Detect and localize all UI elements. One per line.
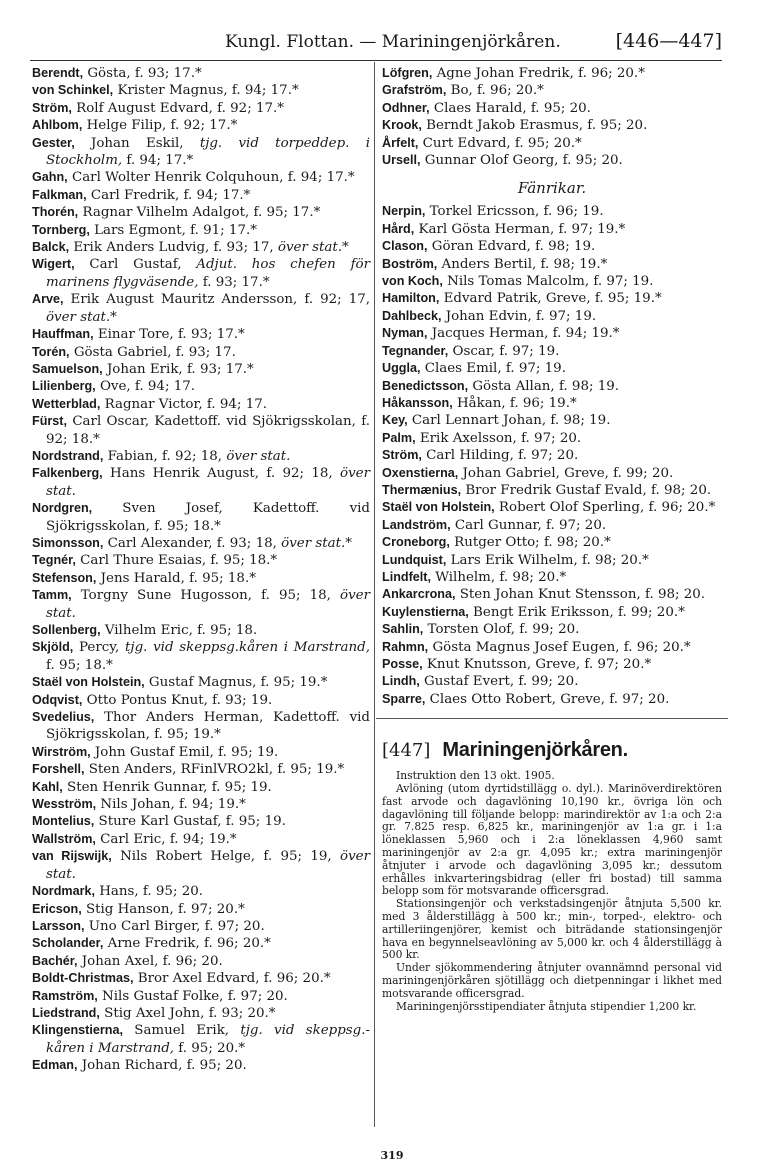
entry-details: Gösta Magnus Josef Eugen, f. 96; 20.* [428, 639, 691, 655]
paragraph-text: Mariningenjörsstipendiater åtnjuta stipendier 1,200 kr. [396, 999, 697, 1013]
entry-details: Johan Eskil, [74, 135, 200, 151]
entry-details: Wilhelm, f. 98; 20.* [430, 569, 567, 585]
entry-details: Curt Edvard, f. 95; 20.* [418, 135, 582, 151]
entry-surname: Staël von Holstein, [382, 500, 495, 515]
entry-details: Knut Knutsson, Greve, f. 97; 20.* [422, 657, 652, 672]
entry-surname: Wirström, [32, 744, 91, 759]
entry-details: Erik Anders Ludvig, f. 93; 17, [69, 240, 278, 256]
entry-details: John Gustaf Emil, f. 95; 19. [90, 744, 279, 760]
entry-note: tjg. vid skeppsg.-kåren i Marstrand, [46, 1023, 370, 1056]
entry-suffix: f. 95; 20.* [174, 1040, 246, 1056]
list-item [382, 621, 722, 638]
list-item [382, 639, 722, 656]
left-column [32, 65, 370, 1075]
list-item [382, 325, 722, 342]
entry-surname: Nordgren, [32, 501, 93, 516]
entry-details: Johan Richard, f. 95; 20. [77, 1058, 247, 1074]
entry-surname: Samuelson, [32, 361, 103, 376]
entry-surname: Hård, [382, 221, 415, 236]
list-item [382, 465, 722, 482]
entry-surname: Ramström, [32, 988, 98, 1003]
list-item [32, 1005, 370, 1022]
list-item [32, 326, 370, 343]
entry-details: Krister Magnus, f. 94; 17.* [113, 83, 299, 99]
entry-surname: Stefenson, [32, 570, 97, 585]
right-column-list [382, 65, 722, 169]
list-item [32, 953, 370, 970]
entry-surname: Tegnér, [32, 553, 76, 568]
entry-details: Ragnar Vilhelm Adalgot, f. 95; 17.* [78, 205, 321, 221]
entry-details: Lars Egmont, f. 91; 17.* [89, 222, 257, 238]
entry-details: Carl Gunnar, f. 97; 20. [450, 517, 607, 533]
entry-surname: Kuylenstierna, [382, 604, 469, 619]
list-item [32, 744, 370, 761]
entry-surname: Ericson, [32, 901, 82, 916]
section-title: Mariningenjörkåren. [442, 739, 628, 762]
entry-details: Bengt Erik Eriksson, f. 99; 20.* [468, 604, 685, 620]
entry-details: Otto Pontus Knut, f. 93; 19. [82, 692, 273, 708]
entry-details: Hans, f. 95; 20. [95, 884, 204, 900]
entry-surname: Montelius, [32, 814, 95, 829]
entry-details: Bror Fredrik Gustaf Evald, f. 98; 20. [461, 482, 712, 498]
list-item [382, 604, 722, 621]
list-item [382, 691, 722, 708]
entry-details: Ove, f. 94; 17. [95, 379, 196, 395]
entry-surname: Odqvist, [32, 692, 83, 707]
entry-details: Agne Johan Fredrik, f. 96; 20.* [432, 66, 645, 81]
entry-surname: Tegnander, [382, 343, 449, 358]
entry-details: Carl Lennart Johan, f. 98; 19. [407, 413, 611, 429]
entry-details: Jens Harald, f. 95; 18.* [96, 570, 256, 586]
section-paragraph [382, 898, 722, 962]
entry-suffix: * [345, 535, 352, 551]
entry-surname: Oxenstierna, [382, 465, 459, 480]
list-item [32, 761, 370, 778]
entry-surname: Hauffman, [32, 327, 94, 342]
entry-details: Torgny Sune Hugosson, f. 95; 18, [71, 588, 341, 604]
entry-surname: Falkenberg, [32, 466, 103, 481]
list-item [32, 344, 370, 361]
list-item [32, 970, 370, 987]
entry-surname: Nordstrand, [32, 448, 104, 463]
entry-surname: Lindh, [382, 674, 420, 689]
entry-note: tjg. vid torpeddep. i Stockholm, [46, 135, 370, 169]
list-item [382, 100, 722, 117]
list-item [32, 988, 370, 1005]
entry-details: Carl Thure Esaias, f. 95; 18.* [75, 553, 278, 569]
entry-suffix: f. 94; 17.* [122, 153, 194, 169]
entry-details: Anders Bertil, f. 98; 19.* [437, 256, 608, 272]
list-item [32, 883, 370, 900]
entry-details: Jacques Herman, f. 94; 19.* [427, 326, 620, 342]
entry-details: Rutger Otto; f. 98; 20.* [449, 535, 611, 551]
section-paragraph [382, 783, 722, 898]
list-item [382, 360, 722, 377]
entry-surname: Rahmn, [382, 639, 429, 654]
entry-surname: Wesström, [32, 797, 97, 812]
entry-details: Einar Tore, f. 93; 17.* [93, 327, 245, 343]
section-number: [447] [382, 740, 431, 762]
entry-note: över stat. [226, 448, 291, 464]
entry-surname: Svedelius, [32, 710, 95, 725]
list-item [32, 100, 370, 117]
entry-details: Fabian, f. 92; 18, [103, 448, 227, 464]
list-item [32, 831, 370, 848]
entry-surname: Sollenberg, [32, 623, 101, 637]
entry-note: över stat. [46, 309, 111, 325]
entry-note: över stat. [281, 535, 346, 551]
entry-surname: Clason, [382, 239, 428, 254]
entry-surname: Bachér, [32, 953, 78, 968]
entry-details: Gösta, f. 93; 17.* [83, 66, 202, 81]
entry-surname: Sahlin, [382, 622, 424, 637]
list-item [32, 779, 370, 796]
section-paragraph [382, 962, 722, 1000]
entry-surname: Nerpin, [382, 204, 426, 219]
list-item [382, 552, 722, 569]
entry-surname: Ankarcrona, [382, 587, 456, 602]
list-item [32, 639, 370, 674]
entry-surname: Nyman, [382, 326, 428, 341]
entry-surname: Boldt-Christmas, [32, 971, 134, 986]
entry-details: Carl Wolter Henrik Colquhoun, f. 94; 17.* [67, 170, 355, 186]
entry-surname: Klingenstierna, [32, 1023, 123, 1038]
entry-details: Carl Fredrik, f. 94; 17.* [86, 187, 251, 203]
list-item [382, 203, 722, 220]
entry-surname: Årfelt, [382, 135, 419, 150]
paragraph-lead: Avlöning [396, 782, 444, 796]
entry-details: Gunnar Olof Georg, f. 95; 20. [420, 153, 623, 169]
entry-surname: Berendt, [32, 66, 84, 80]
list-item [32, 918, 370, 935]
list-item [382, 256, 722, 273]
entry-details: Ragnar Victor, f. 94; 17. [100, 396, 268, 412]
section-body [382, 770, 722, 1013]
paragraph-text: Stationsingenjör och verkstadsingenjör åtnjuta 5,500 kr. med 3 ålderstillägg à 500 kr.; min-, torped-, elektro- och artilleriingenjörer, kemist och biträdande stationsingenjör hava en begynnelseavlöning av 5,000 kr. och 4 ålderstillägg à 500 kr. [382, 897, 722, 962]
list-item [32, 65, 370, 82]
entry-surname: Krook, [382, 118, 422, 133]
entry-surname: Håkansson, [382, 395, 453, 410]
entry-details: Erik Axelsson, f. 97; 20. [415, 430, 582, 446]
list-item [32, 187, 370, 204]
entry-details: Samuel Erik, [122, 1023, 241, 1039]
entry-details: Johan Gabriel, Greve, f. 99; 20. [458, 465, 674, 481]
entry-surname: Wigert, [32, 257, 75, 272]
entry-suffix: f. 95; 18.* [46, 657, 113, 673]
list-item [382, 586, 722, 603]
entry-surname: Wallström, [32, 831, 96, 846]
entry-surname: Arve, [32, 292, 64, 307]
entry-details: Stig Hanson, f. 97; 20.* [81, 901, 245, 917]
list-item [32, 413, 370, 448]
entry-surname: Nordmark, [32, 884, 95, 899]
list-item [382, 656, 722, 673]
entry-surname: Lundquist, [382, 552, 447, 567]
entry-surname: Ahlbom, [32, 118, 83, 133]
list-item [32, 935, 370, 952]
list-item [382, 117, 722, 134]
list-item [382, 308, 722, 325]
list-item [32, 1057, 370, 1074]
list-item [382, 569, 722, 586]
entry-surname: Staël von Holstein, [32, 675, 145, 690]
entry-details: Nils Gustaf Folke, f. 97; 20. [97, 988, 288, 1004]
entry-surname: Benedictsson, [382, 378, 469, 393]
list-item [32, 709, 370, 744]
list-item [382, 395, 722, 412]
entry-details: Sten Johan Knut Stensson, f. 98; 20. [455, 587, 706, 603]
entry-surname: Balck, [32, 240, 70, 255]
entry-details: Berndt Jakob Erasmus, f. 95; 20. [421, 118, 648, 134]
entry-surname: Larsson, [32, 918, 85, 933]
entry-note: över stat. [277, 240, 342, 256]
entry-surname: Landström, [382, 517, 451, 532]
entry-surname: Boström, [382, 256, 438, 271]
list-item [382, 290, 722, 307]
entry-details: Uno Carl Birger, f. 97; 20. [84, 918, 265, 934]
entry-details: Stig Axel John, f. 93; 20.* [99, 1005, 276, 1021]
list-item [32, 256, 370, 291]
entry-details: Carl Alexander, f. 93; 18, [103, 535, 282, 551]
entry-note: över stat. [46, 849, 370, 882]
list-item [32, 135, 370, 170]
entry-note: tjg. vid skeppsg.kåren i Marstrand, [125, 640, 370, 656]
entry-details: Carl Eric, f. 94; 19.* [95, 831, 237, 847]
entry-details: Helge Filip, f. 92; 17.* [82, 118, 238, 134]
entry-details: Arne Fredrik, f. 96; 20.* [103, 936, 271, 952]
list-item [382, 430, 722, 447]
entry-surname: Gahn, [32, 170, 68, 185]
section-heading [382, 739, 722, 762]
entry-details: Bror Axel Edvard, f. 96; 20.* [133, 971, 331, 987]
list-item [32, 813, 370, 830]
entry-details: Gustaf Magnus, f. 95; 19.* [144, 675, 328, 691]
entry-surname: Löfgren, [382, 66, 433, 80]
list-item [32, 117, 370, 134]
entry-details: Sten Henrik Gunnar, f. 95; 19. [62, 779, 272, 795]
entry-surname: von Schinkel, [32, 83, 114, 98]
entry-details: Håkan, f. 96; 19.* [452, 395, 577, 411]
entry-details: Vilhelm Eric, f. 95; 18. [100, 623, 258, 638]
list-item [32, 378, 370, 395]
entry-surname: Thermænius, [382, 482, 462, 497]
entry-details: Nils Tomas Malcolm, f. 97; 19. [442, 274, 654, 290]
entry-details: Hans Henrik August, f. 92; 18, [102, 466, 341, 482]
entry-details: Gustaf Evert, f. 99; 20. [419, 674, 579, 690]
list-item [32, 222, 370, 239]
list-item [32, 465, 370, 500]
entry-surname: Tornberg, [32, 222, 90, 237]
paragraph-text: (utom dyrtidstillägg o. dyl.). Marinöverdirektören fast arvode och dagavlöning 10,190 kr., övriga lön och dagavlöning till följande belopp: marindirektör av 1:a och 2:a gr. 7.825 resp. 6,825 kr., mariningenjör av 1:a gr. i 1:a löneklassen 5,960 och i 2:a löneklassen 4,960 samt mariningenjör av 2:a gr. 4,095 kr.; extra mariningenjör åtnjuter i arvode och dagavlöning 3,095 kr.; dessutom erhålles inkvarteringsbidrag (eller fri bostad) till samma belopp som för motsvarande officersgrad. [382, 782, 722, 898]
paragraph-text: Under sjökommendering åtnjuter ovannämnd personal vid mariningenjörkåren sjötillägg och dietpenningar i likhet med motsvarande officersgrad. [382, 961, 722, 1000]
entry-details: Nils Robert Helge, f. 95; 19, [111, 849, 341, 865]
entry-details: Claes Harald, f. 95; 20. [429, 100, 591, 116]
entry-surname: Ström, [32, 100, 72, 115]
list-item [32, 848, 370, 883]
entry-suffix: * [110, 309, 117, 325]
entry-surname: Kahl, [32, 779, 63, 794]
entry-details: Carl Oscar, Kadettoff. vid Sjökrigsskolan, f. 92; 18.* [46, 414, 370, 447]
list-item [32, 901, 370, 918]
entry-surname: Croneborg, [382, 535, 450, 550]
list-item [382, 378, 722, 395]
entry-surname: Grafström, [382, 83, 447, 98]
list-item [382, 343, 722, 360]
entry-details: Gösta Allan, f. 98; 19. [468, 378, 620, 394]
entry-details: Claes Emil, f. 97; 19. [420, 361, 566, 377]
entry-surname: Palm, [382, 430, 416, 445]
running-title: Kungl. Flottan. — Mariningenjörkåren. [225, 32, 561, 52]
entry-surname: Lilienberg, [32, 379, 96, 394]
entry-details: Karl Gösta Herman, f. 97; 19.* [414, 221, 626, 237]
list-item [382, 273, 722, 290]
fanrikar-heading: Fänrikar. [517, 179, 587, 198]
entry-details: Gösta Gabriel, f. 93; 17. [69, 344, 236, 360]
list-item [32, 204, 370, 221]
section-paragraph [382, 1001, 722, 1014]
entry-details: Carl Hilding, f. 97; 20. [421, 448, 579, 464]
entry-surname: Ursell, [382, 153, 421, 168]
header-rule [30, 60, 722, 61]
entry-surname: Dahlbeck, [382, 308, 442, 323]
list-item [32, 448, 370, 465]
list-item [382, 135, 722, 152]
entry-surname: Scholander, [32, 936, 104, 951]
entry-details: Carl Gustaf, [74, 257, 197, 273]
list-item [32, 169, 370, 186]
column-divider [374, 62, 375, 1127]
list-item [32, 500, 370, 535]
list-item [32, 535, 370, 552]
list-item [382, 152, 722, 169]
entry-details: Sven Josef, Kadettoff. vid Sjökrigsskolan, f. 95; 18.* [46, 501, 370, 534]
entry-note: över stat. [46, 588, 370, 621]
list-item [32, 291, 370, 326]
fanrikar-list [382, 203, 722, 708]
entry-surname: Edman, [32, 1058, 78, 1073]
entry-surname: Odhner, [382, 100, 430, 115]
list-item [382, 65, 722, 82]
list-item [32, 674, 370, 691]
entry-surname: Gester, [32, 135, 75, 150]
entry-note: över stat. [46, 466, 370, 499]
entry-surname: Thorén, [32, 205, 79, 220]
list-item [32, 552, 370, 569]
entry-details: Johan Axel, f. 96; 20. [77, 953, 223, 969]
entry-details: Torsten Olof, f. 99; 20. [423, 622, 580, 638]
list-item [382, 534, 722, 551]
entry-surname: Falkman, [32, 187, 87, 202]
list-item [32, 622, 370, 639]
entry-details: Robert Olof Sperling, f. 96; 20.* [494, 500, 716, 516]
entry-surname: von Koch, [382, 274, 443, 289]
entry-surname: Torén, [32, 344, 70, 359]
list-item [32, 1022, 370, 1057]
list-item [32, 570, 370, 587]
list-item [382, 517, 722, 534]
list-item [382, 447, 722, 464]
list-item [32, 796, 370, 813]
entry-details: Göran Edvard, f. 98; 19. [427, 239, 596, 255]
entry-details: Johan Edvin, f. 97; 19. [441, 308, 597, 324]
entry-surname: Hamilton, [382, 291, 440, 306]
entry-surname: Posse, [382, 657, 423, 671]
entry-surname: Key, [382, 413, 408, 428]
entry-details: Erik August Mauritz Andersson, f. 92; 17, [63, 292, 370, 308]
entry-surname: Lindfelt, [382, 569, 431, 584]
list-item [382, 482, 722, 499]
entry-suffix: * [341, 240, 349, 256]
entry-details: Sture Karl Gustaf, f. 95; 19. [94, 814, 286, 830]
list-item [382, 238, 722, 255]
page-header [30, 30, 720, 60]
list-item [32, 587, 370, 622]
entry-details: Rolf August Edvard, f. 92; 17.* [71, 100, 284, 116]
entry-details: Oscar, f. 97; 19. [448, 343, 560, 359]
entry-surname: Forshell, [32, 762, 85, 777]
entry-details: Johan Erik, f. 93; 17.* [102, 361, 254, 377]
entry-details: Nils Johan, f. 94; 19.* [96, 797, 246, 813]
list-item [32, 692, 370, 709]
entry-details: Sten Anders, RFinlVRO2kl, f. 95; 19.* [84, 762, 345, 778]
list-item [382, 412, 722, 429]
right-column [382, 65, 722, 1013]
entry-details: Claes Otto Robert, Greve, f. 97; 20. [425, 691, 670, 707]
entry-suffix: f. 93; 17.* [198, 274, 270, 290]
entry-surname: Liedstrand, [32, 1005, 100, 1020]
entry-details: Edvard Patrik, Greve, f. 95; 19.* [439, 291, 662, 307]
list-item [382, 221, 722, 238]
list-item [32, 239, 370, 256]
entry-surname: Uggla, [382, 361, 421, 376]
entry-surname: Simonsson, [32, 535, 104, 550]
list-item [32, 82, 370, 99]
list-item [32, 396, 370, 413]
page-range: [446—447] [615, 30, 722, 52]
entry-details: Percy, [73, 640, 126, 656]
entry-details: Torkel Ericsson, f. 96; 19. [425, 204, 604, 220]
entry-surname: van Rijswijk, [32, 849, 112, 864]
entry-details: Bo, f. 96; 20.* [446, 83, 544, 99]
entry-surname: Fürst, [32, 414, 67, 429]
entry-surname: Skjöld, [32, 640, 74, 655]
section-rule [376, 718, 728, 719]
list-item [382, 673, 722, 690]
entry-surname: Wetterblad, [32, 396, 101, 411]
list-item [32, 361, 370, 378]
entry-details: Lars Erik Wilhelm, f. 98; 20.* [446, 552, 649, 568]
entry-surname: Sparre, [382, 691, 426, 706]
entry-note: Adjut. hos chefen för marinens flygväsende, [46, 257, 370, 290]
entry-details: Thor Anders Herman, Kadettoff. vid Sjökrigsskolan, f. 95; 19.* [46, 710, 370, 743]
list-item [382, 499, 722, 516]
entry-surname: Tamm, [32, 588, 72, 603]
entry-surname: Ström, [382, 448, 422, 463]
list-item [382, 82, 722, 99]
paragraph-text: Instruktion den 13 okt. 1905. [396, 769, 555, 783]
page-number: 319 [380, 1149, 404, 1162]
